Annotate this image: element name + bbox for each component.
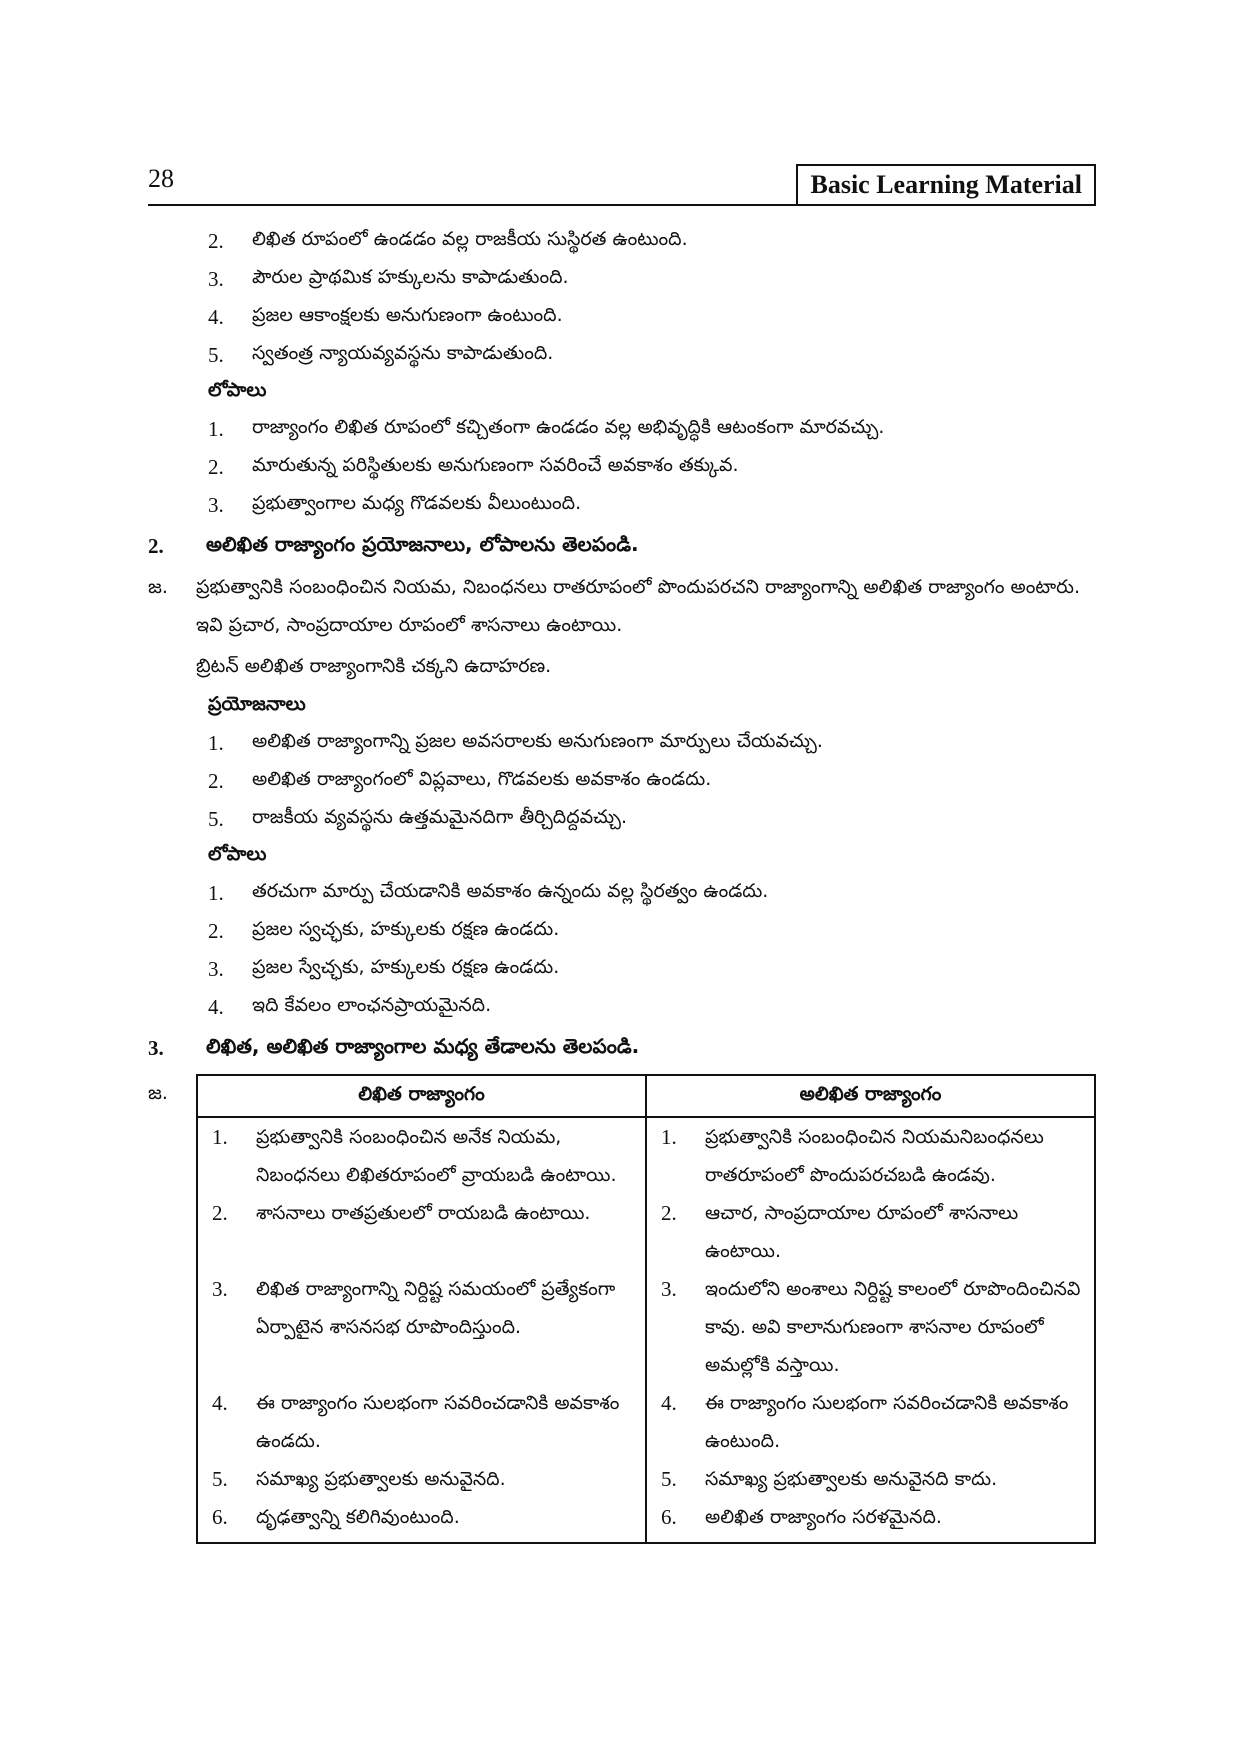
item-number: 2. xyxy=(208,918,224,943)
comparison-table xyxy=(196,1074,1096,1544)
cell-text: ప్రభుత్వానికి సంబంధించిన నియమనిబంధనలు రాతరూపంలో పొందుపరచబడి ఉండవు. xyxy=(705,1126,1044,1186)
table-cell xyxy=(197,1270,646,1384)
cell-text: అలిఖిత రాజ్యాంగం సరళమైనది. xyxy=(705,1506,942,1528)
table-row xyxy=(197,1194,1095,1270)
list-disadvantages-written xyxy=(148,410,1096,524)
list-item xyxy=(148,950,1096,988)
cell-text: సమాఖ్య ప్రభుత్వాలకు అనువైనది. xyxy=(256,1468,506,1490)
subheading-disadvantages: లోపాలు xyxy=(208,842,267,865)
list-item xyxy=(148,260,1096,298)
answer-label: జ. xyxy=(148,1082,168,1104)
cell-text: ఆచార, సాంప్రదాయాల రూపంలో శాసనాలు ఉంటాయి. xyxy=(705,1202,1019,1262)
answer-3 xyxy=(148,1074,1096,1544)
list-item xyxy=(148,486,1096,524)
item-number: 1. xyxy=(208,730,224,755)
table-cell xyxy=(197,1117,646,1194)
cell-text: ప్రభుత్వానికి సంబంధించిన అనేక నియమ, నిబంధనలు లిఖితరూపంలో వ్రాయబడి ఉంటాయి. xyxy=(256,1126,617,1186)
list-item xyxy=(148,724,1096,762)
item-text: ప్రభుత్వాంగాల మధ్య గొడవలకు వీలుంటుంది. xyxy=(252,491,582,514)
table-cell xyxy=(646,1270,1095,1384)
table-header-row xyxy=(197,1075,1095,1117)
list-item xyxy=(148,222,1096,260)
subheading-disadvantages: లోపాలు xyxy=(208,378,267,401)
list-item xyxy=(148,448,1096,486)
page-number: 28 xyxy=(148,164,174,193)
cell-number: 3. xyxy=(661,1277,677,1301)
item-text: అలిఖిత రాజ్యాంగాన్ని ప్రజల అవసరాలకు అనుగుణంగా మార్పులు చేయవచ్చు. xyxy=(252,729,823,752)
page-header xyxy=(148,160,1096,206)
list-advantages-unwritten xyxy=(148,724,1096,838)
table-cell xyxy=(646,1194,1095,1270)
cell-number: 1. xyxy=(661,1125,677,1149)
cell-text: ఈ రాజ్యాంగం సులభంగా సవరించడానికి అవకాశం ఉండదు. xyxy=(256,1392,620,1452)
table-row xyxy=(197,1498,1095,1543)
item-text: స్వతంత్ర న్యాయవ్యవస్థను కాపాడుతుంది. xyxy=(252,341,554,364)
cell-number: 6. xyxy=(212,1505,228,1529)
item-number: 2. xyxy=(208,768,224,793)
list-item xyxy=(148,410,1096,448)
table-cell xyxy=(646,1498,1095,1543)
item-number: 3. xyxy=(208,492,224,517)
cell-text: లిఖిత రాజ్యాంగాన్ని నిర్దిష్ట సమయంలో ప్రత్యేకంగా ఏర్పాటైన శాసనసభ రూపొందిస్తుంది. xyxy=(256,1278,616,1338)
subheading-advantages: ప్రయోజనాలు xyxy=(208,692,306,715)
item-number: 4. xyxy=(208,994,224,1019)
list-advantages-written xyxy=(148,222,1096,374)
item-text: ప్రజల ఆకాంక్షలకు అనుగుణంగా ఉంటుంది. xyxy=(252,303,563,326)
item-number: 5. xyxy=(208,806,224,831)
cell-text: ఈ రాజ్యాంగం సులభంగా సవరించడానికి అవకాశం ఉంటుంది. xyxy=(705,1392,1069,1452)
question-text: లిఖిత, అలిఖిత రాజ్యాంగాల మధ్య తేడాలను తెలపండి. xyxy=(206,1033,640,1058)
item-text: పౌరుల ప్రాథమిక హక్కులను కాపాడుతుంది. xyxy=(252,265,569,288)
item-number: 1. xyxy=(208,880,224,905)
cell-text: దృఢత్వాన్ని కలిగివుంటుంది. xyxy=(256,1506,460,1528)
answer-example: బ్రిటన్ అలిఖిత రాజ్యాంగానికి చక్కని ఉదాహరణ. xyxy=(196,655,552,677)
cell-number: 6. xyxy=(661,1505,677,1529)
list-item xyxy=(148,336,1096,374)
list-item xyxy=(148,762,1096,800)
item-text: ప్రజల స్వేచ్ఛకు, హక్కులకు రక్షణ ఉండదు. xyxy=(252,955,560,978)
item-text: ఇది కేవలం లాంఛనప్రాయమైనది. xyxy=(252,993,492,1016)
item-number: 2. xyxy=(208,228,224,253)
cell-number: 5. xyxy=(212,1467,228,1491)
column-header-unwritten: అలిఖిత రాజ్యాంగం xyxy=(646,1075,1095,1117)
list-item xyxy=(148,988,1096,1026)
cell-number: 2. xyxy=(212,1201,228,1225)
item-text: అలిఖిత రాజ్యాంగంలో విప్లవాలు, గొడవలకు అవకాశం ఉండదు. xyxy=(252,767,712,790)
item-text: మారుతున్న పరిస్థితులకు అనుగుణంగా సవరించే అవకాశం తక్కువ. xyxy=(252,453,739,476)
answer-2 xyxy=(148,568,1096,644)
list-item xyxy=(148,298,1096,336)
answer-text: ప్రభుత్వానికి సంబంధించిన నియమ, నిబంధనలు రాతరూపంలో పొందుపరచని రాజ్యాంగాన్ని అలిఖిత రాజ్యాంగం అంటారు. ఇవి ప్రచార, సాంప్రదాయాల రూపంలో శాసనాలు ఉంటాయి. xyxy=(196,576,1081,636)
list-item xyxy=(148,874,1096,912)
table-row xyxy=(197,1460,1095,1498)
item-number: 2. xyxy=(208,454,224,479)
answer-label: జ. xyxy=(148,576,168,598)
table-row xyxy=(197,1270,1095,1384)
item-number: 3. xyxy=(208,266,224,291)
cell-text: శాసనాలు రాతప్రతులలో రాయబడి ఉంటాయి. xyxy=(256,1202,591,1224)
cell-number: 1. xyxy=(212,1125,228,1149)
item-text: తరచుగా మార్పు చేయడానికి అవకాశం ఉన్నందు వల్ల స్థిరత్వం ఉండదు. xyxy=(252,879,769,902)
cell-number: 3. xyxy=(212,1277,228,1301)
table-cell xyxy=(646,1384,1095,1460)
table-cell xyxy=(197,1460,646,1498)
item-text: ప్రజల స్వచ్ఛకు, హక్కులకు రక్షణ ఉండదు. xyxy=(252,917,560,940)
cell-number: 4. xyxy=(661,1391,677,1415)
item-text: రాజకీయ వ్యవస్థను ఉత్తమమైనదిగా తీర్చిదిద్దవచ్చు. xyxy=(252,805,628,828)
item-text: రాజ్యాంగం లిఖిత రూపంలో కచ్చితంగా ఉండడం వల్ల అభివృద్ధికి ఆటంకంగా మారవచ్చు. xyxy=(252,415,885,438)
header-title-box: Basic Learning Material xyxy=(796,164,1096,206)
list-item xyxy=(148,800,1096,838)
item-number: 3. xyxy=(208,956,224,981)
item-number: 1. xyxy=(208,416,224,441)
cell-number: 2. xyxy=(661,1201,677,1225)
cell-text: సమాఖ్య ప్రభుత్వాలకు అనువైనది కాదు. xyxy=(705,1468,998,1490)
cell-text: ఇందులోని అంశాలు నిర్దిష్ట కాలంలో రూపొందించినవి కావు. అవి కాలానుగుణంగా శాసనాల రూపంలో అమల్లోకి వస్తాయి. xyxy=(705,1278,1081,1376)
cell-number: 4. xyxy=(212,1391,228,1415)
table-cell xyxy=(197,1194,646,1270)
question-number: 3. xyxy=(148,1035,164,1060)
list-item xyxy=(148,912,1096,950)
column-header-written: లిఖిత రాజ్యాంగం xyxy=(197,1075,646,1117)
cell-number: 5. xyxy=(661,1467,677,1491)
table-cell xyxy=(646,1460,1095,1498)
table-row xyxy=(197,1384,1095,1460)
table-cell xyxy=(646,1117,1095,1194)
item-number: 5. xyxy=(208,342,224,367)
question-number: 2. xyxy=(148,533,164,558)
item-number: 4. xyxy=(208,304,224,329)
table-cell xyxy=(197,1384,646,1460)
question-3-heading xyxy=(148,1026,1096,1070)
table-row xyxy=(197,1117,1095,1194)
table-cell xyxy=(197,1498,646,1543)
list-disadvantages-unwritten xyxy=(148,874,1096,1026)
item-text: లిఖిత రూపంలో ఉండడం వల్ల రాజకీయ సుస్థిరత ఉంటుంది. xyxy=(252,227,688,250)
question-2-heading xyxy=(148,524,1096,568)
question-text: అలిఖిత రాజ్యాంగం ప్రయోజనాలు, లోపాలను తెలపండి. xyxy=(206,531,639,556)
page-content xyxy=(148,222,1096,1544)
